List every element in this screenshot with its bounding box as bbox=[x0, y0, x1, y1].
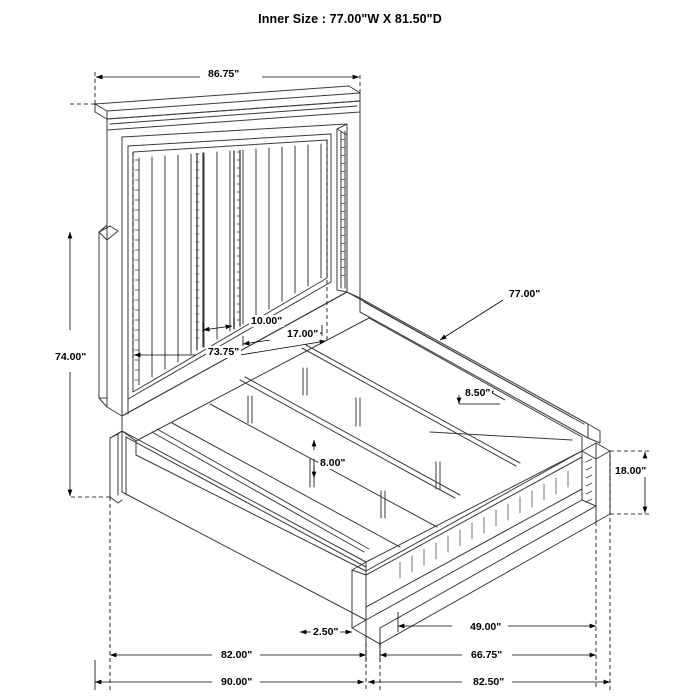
dim-headboard-height: 74.00" bbox=[55, 351, 87, 363]
dim-overall-width: 82.50" bbox=[473, 676, 505, 688]
dim-headboard-width: 86.75" bbox=[208, 68, 240, 80]
dim-rail-length-left: 82.00" bbox=[221, 649, 253, 661]
dim-panel-inner-large: 17.00" bbox=[287, 328, 319, 340]
dim-slat-height: 8.00" bbox=[320, 457, 346, 469]
dim-rail-height: 8.50" bbox=[465, 387, 491, 399]
dim-rail-length-right: 66.75" bbox=[471, 649, 503, 661]
page-title: Inner Size : 77.00"W X 81.50"D bbox=[258, 12, 442, 26]
dim-panel-inner-small: 10.00" bbox=[251, 315, 283, 327]
dim-bed-interior-depth: 77.00" bbox=[509, 288, 541, 300]
dim-footboard-partial-width: 49.00" bbox=[470, 621, 502, 633]
dim-headboard-inner-width: 73.75" bbox=[208, 346, 240, 358]
dim-footboard-offset: 2.50" bbox=[313, 626, 339, 638]
dim-footboard-height: 18.00" bbox=[615, 465, 647, 477]
dim-overall-length: 90.00" bbox=[221, 676, 253, 688]
